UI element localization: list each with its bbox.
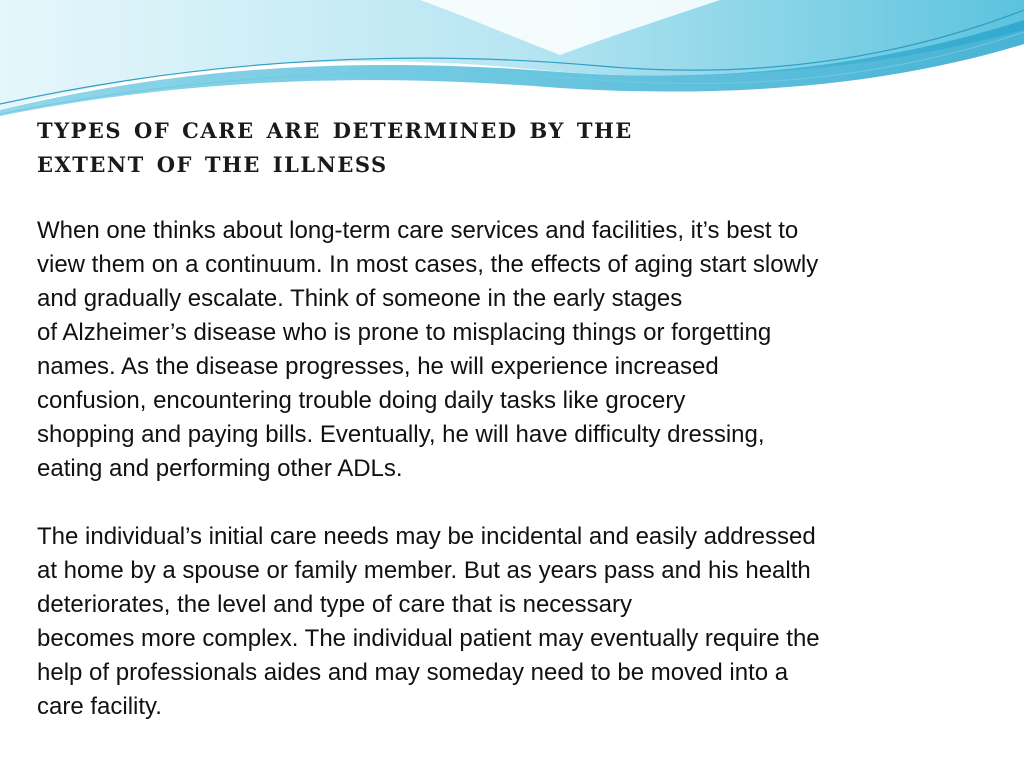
text-line: When one thinks about long-term care services and facilities, it’s best to (37, 217, 799, 244)
text-line: view them on a continuum. In most cases, the effects of aging start slowly (37, 251, 819, 278)
spacer (37, 180, 987, 214)
spacer (37, 486, 987, 520)
slide-title (37, 112, 987, 180)
text-line: becomes more complex. The individual patient may eventually require the (37, 625, 820, 652)
text-line: shopping and paying bills. Eventually, he will have difficulty dressing, (37, 421, 765, 448)
text-line: of Alzheimer’s disease who is prone to misplacing things or forgetting (37, 319, 772, 346)
text-line: deteriorates, the level and type of care that is necessary (37, 591, 632, 618)
header-wave-decoration (0, 0, 1024, 120)
title-line: types of care are determined by the (37, 111, 633, 146)
text-line: help of professionals aides and may someday need to be moved into a (37, 659, 789, 686)
title-line: extent of the illness (37, 145, 388, 180)
text-line: care facility. (37, 693, 162, 720)
text-line: The individual’s initial care needs may be incidental and easily addressed (37, 523, 816, 550)
text-line: names. As the disease progresses, he will experience increased (37, 353, 719, 380)
text-line: eating and performing other ADLs. (37, 455, 403, 482)
paragraph-2 (37, 520, 987, 724)
text-line: confusion, encountering trouble doing daily tasks like grocery (37, 387, 686, 414)
text-line: at home by a spouse or family member. But as years pass and his health (37, 557, 811, 584)
text-line: and gradually escalate. Think of someone in the early stages (37, 285, 683, 312)
paragraph-1 (37, 214, 987, 486)
slide-content (37, 112, 987, 724)
